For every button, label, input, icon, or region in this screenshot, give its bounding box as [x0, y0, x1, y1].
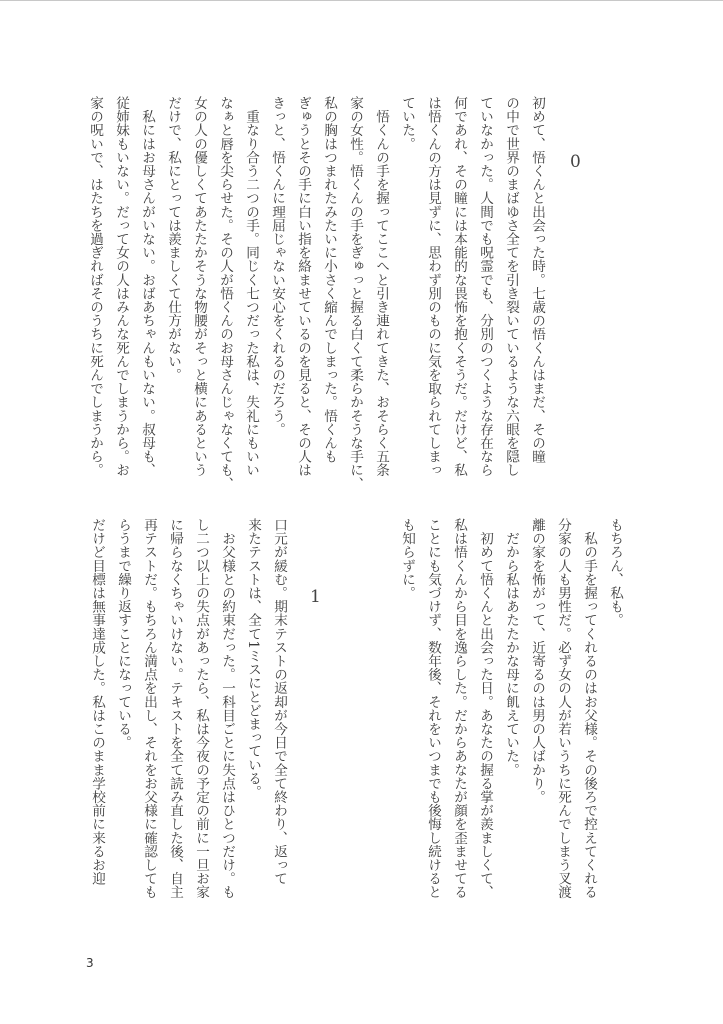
text-line: ことにも気づけず、数年後、それをいつまでも後悔し続けると — [425, 518, 441, 899]
text-line: は悟くんの方は見ずに、思わず別のものに気を取られてしまっ — [425, 96, 441, 477]
text-line: 初めて、悟くんと出会った時。七歳の悟くんはまだ、その瞳 — [529, 96, 545, 464]
text-line: 再テストだ。もちろん満点を出し、それをお父様に確認しても — [141, 518, 157, 899]
text-line: 女の人の優しくてあたたかそうな物腰がそっと横にあるという — [191, 96, 207, 477]
text-line: お父様との約束だった。一科目ごとに失点はひとつだけ。も — [219, 518, 235, 899]
text-line: 家の呪いで、はたちを過ぎればそのうちに死んでしまうから。 — [87, 96, 103, 477]
text-line: だけで、私にとっては羨ましくて仕方がない。 — [165, 96, 181, 382]
text-line: らうまで繰り返すことになっている。 — [115, 518, 131, 750]
text-line: ていた。 — [399, 96, 415, 151]
text-line: 離の家を怖がって、近寄るのは男の人ばかり。 — [529, 518, 545, 804]
section-1-text — [84, 518, 292, 918]
text-line: 私の胸はつまれたみたいに小さく縮んでしまった。悟くんも — [321, 96, 337, 464]
text-line: 初めて悟くんと出会った日。あなたの握る掌が羨ましくて、 — [477, 518, 493, 899]
text-line: 分家の人も男性だ。必ず女の人が若いうちに死んでしまう叉渡 — [555, 518, 571, 899]
section-heading-0: 0 — [570, 152, 581, 172]
text-line: もちろん、私も。 — [607, 518, 623, 627]
text-line: に帰らなくちゃいけない。テキストを全て読み直した後、自主 — [167, 518, 183, 899]
section-0-text-continued — [394, 518, 628, 918]
page-top-border — [0, 0, 723, 1]
text-line: 私の手を握ってくれるのはお父様。その後ろで控えてくれる — [581, 518, 597, 899]
text-line: 私にはお母さんがいない。おばあちゃんもいない。叔母も、 — [139, 96, 155, 477]
text-line: だから私はあたたかな母に飢えていた。 — [503, 518, 519, 777]
text-line: 私は悟くんから目を逸らした。だからあなたが顔を歪ませてる — [451, 518, 467, 899]
text-line: 口元が緩む。期末テストの返却が今日で全て終わり、返って — [271, 518, 287, 886]
section-0-text — [82, 96, 550, 491]
text-line: ていなかった。人間でも呪霊でも、分別のつくような存在なら — [477, 96, 493, 477]
text-line: 家の女性。悟くんの手をぎゅっと握る白くて柔らかそうな手に、 — [347, 96, 363, 491]
text-line: 重なり合う二つの手。同じく七つだった私は、失礼にもいい — [243, 96, 259, 477]
text-line: し二つ以上の失点があったら、私は今夜の予定の前に一旦お家 — [193, 518, 209, 899]
section-heading-1: 1 — [310, 587, 321, 607]
text-line: 来たテストは、全て1ミスにとどまっている。 — [245, 518, 261, 799]
text-line: なぁと唇を尖らせた。その人が悟くんのお母さんじゃなくても、 — [217, 96, 233, 491]
text-line: ぎゅうとその手に白い指を絡ませているのを見ると、その人は — [295, 96, 311, 477]
text-line: の中で世界のまばゆさ全てを引き裂いているような六眼を隠し — [503, 96, 519, 477]
text-line: だけど目標は無事達成した。私はこのまま学校前に来るお迎 — [89, 518, 105, 886]
text-line: 悟くんの手を握ってここへと引き連れてきた、おそらく五条 — [373, 96, 389, 477]
text-line: 何であれ、その瞳には本能的な畏怖を抱くそうだ。だけど、私 — [451, 96, 467, 477]
text-line: 従姉妹もいない。だって女の人はみんな死んでしまうから。お — [113, 96, 129, 477]
text-line: きっと、悟くんに理屈じゃない安心をくれるのだろう。 — [269, 96, 285, 436]
page-number: 3 — [86, 956, 94, 970]
text-line: も知らずに。 — [399, 518, 415, 600]
